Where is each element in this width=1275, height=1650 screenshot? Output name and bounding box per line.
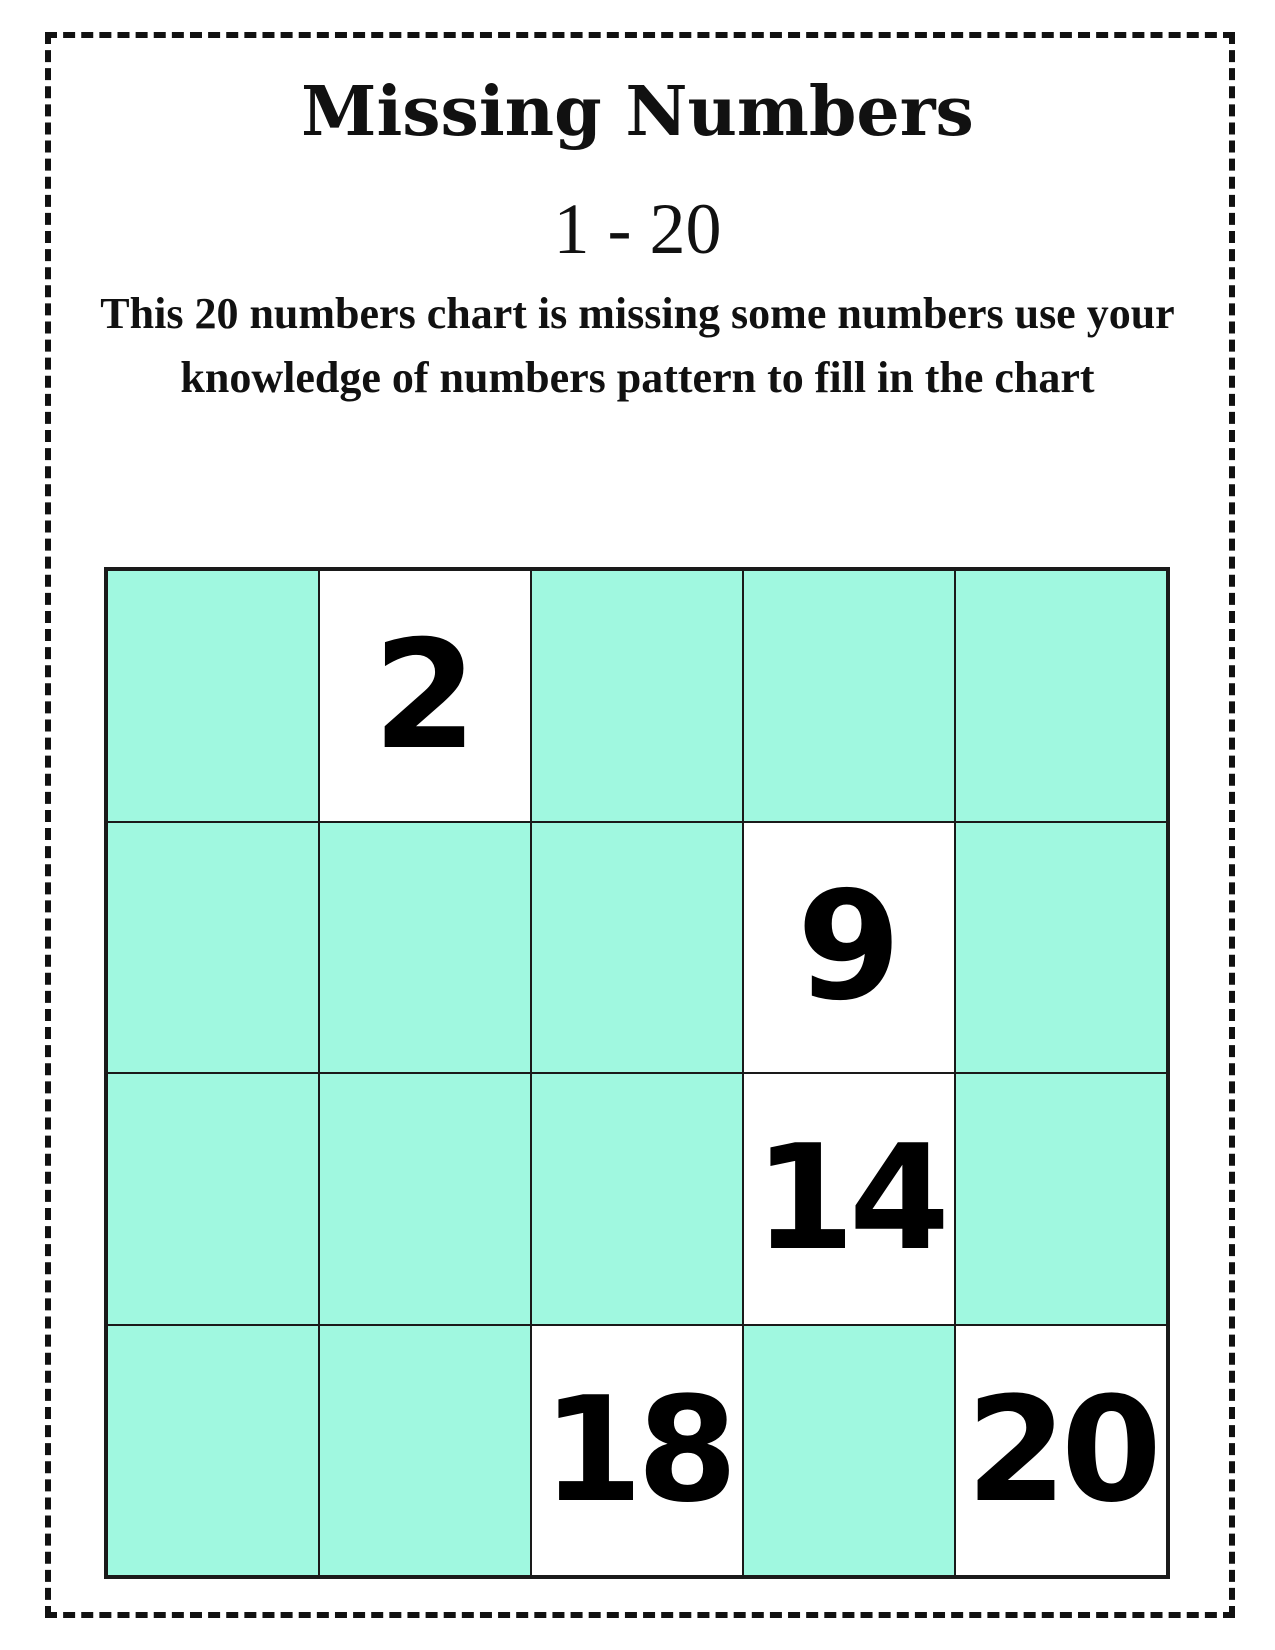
- blank-number-cell[interactable]: [955, 822, 1167, 1074]
- given-number-cell: 18: [531, 1325, 743, 1577]
- blank-number-cell[interactable]: [531, 822, 743, 1074]
- blank-number-cell[interactable]: [319, 1073, 531, 1325]
- blank-number-cell[interactable]: [107, 1073, 319, 1325]
- blank-number-cell[interactable]: [107, 822, 319, 1074]
- blank-number-cell[interactable]: [107, 1325, 319, 1577]
- blank-number-cell[interactable]: [531, 570, 743, 822]
- blank-number-cell[interactable]: [743, 1325, 955, 1577]
- blank-number-cell[interactable]: [955, 570, 1167, 822]
- worksheet-title: Missing Numbers: [301, 72, 974, 152]
- blank-number-cell[interactable]: [319, 1325, 531, 1577]
- given-number-cell: 20: [955, 1325, 1167, 1577]
- given-number-cell: 9: [743, 822, 955, 1074]
- worksheet-instructions: This 20 numbers chart is missing some numbers use your knowledge of numbers pattern to fill in the chart: [100, 289, 1175, 402]
- blank-number-cell[interactable]: [531, 1073, 743, 1325]
- blank-number-cell[interactable]: [743, 570, 955, 822]
- missing-numbers-grid: [104, 567, 1170, 1579]
- blank-number-cell[interactable]: [319, 822, 531, 1074]
- blank-number-cell[interactable]: [107, 570, 319, 822]
- number-range-subtitle: 1 - 20: [553, 189, 722, 269]
- blank-number-cell[interactable]: [955, 1073, 1167, 1325]
- given-number-cell: 14: [743, 1073, 955, 1325]
- given-number-cell: 2: [319, 570, 531, 822]
